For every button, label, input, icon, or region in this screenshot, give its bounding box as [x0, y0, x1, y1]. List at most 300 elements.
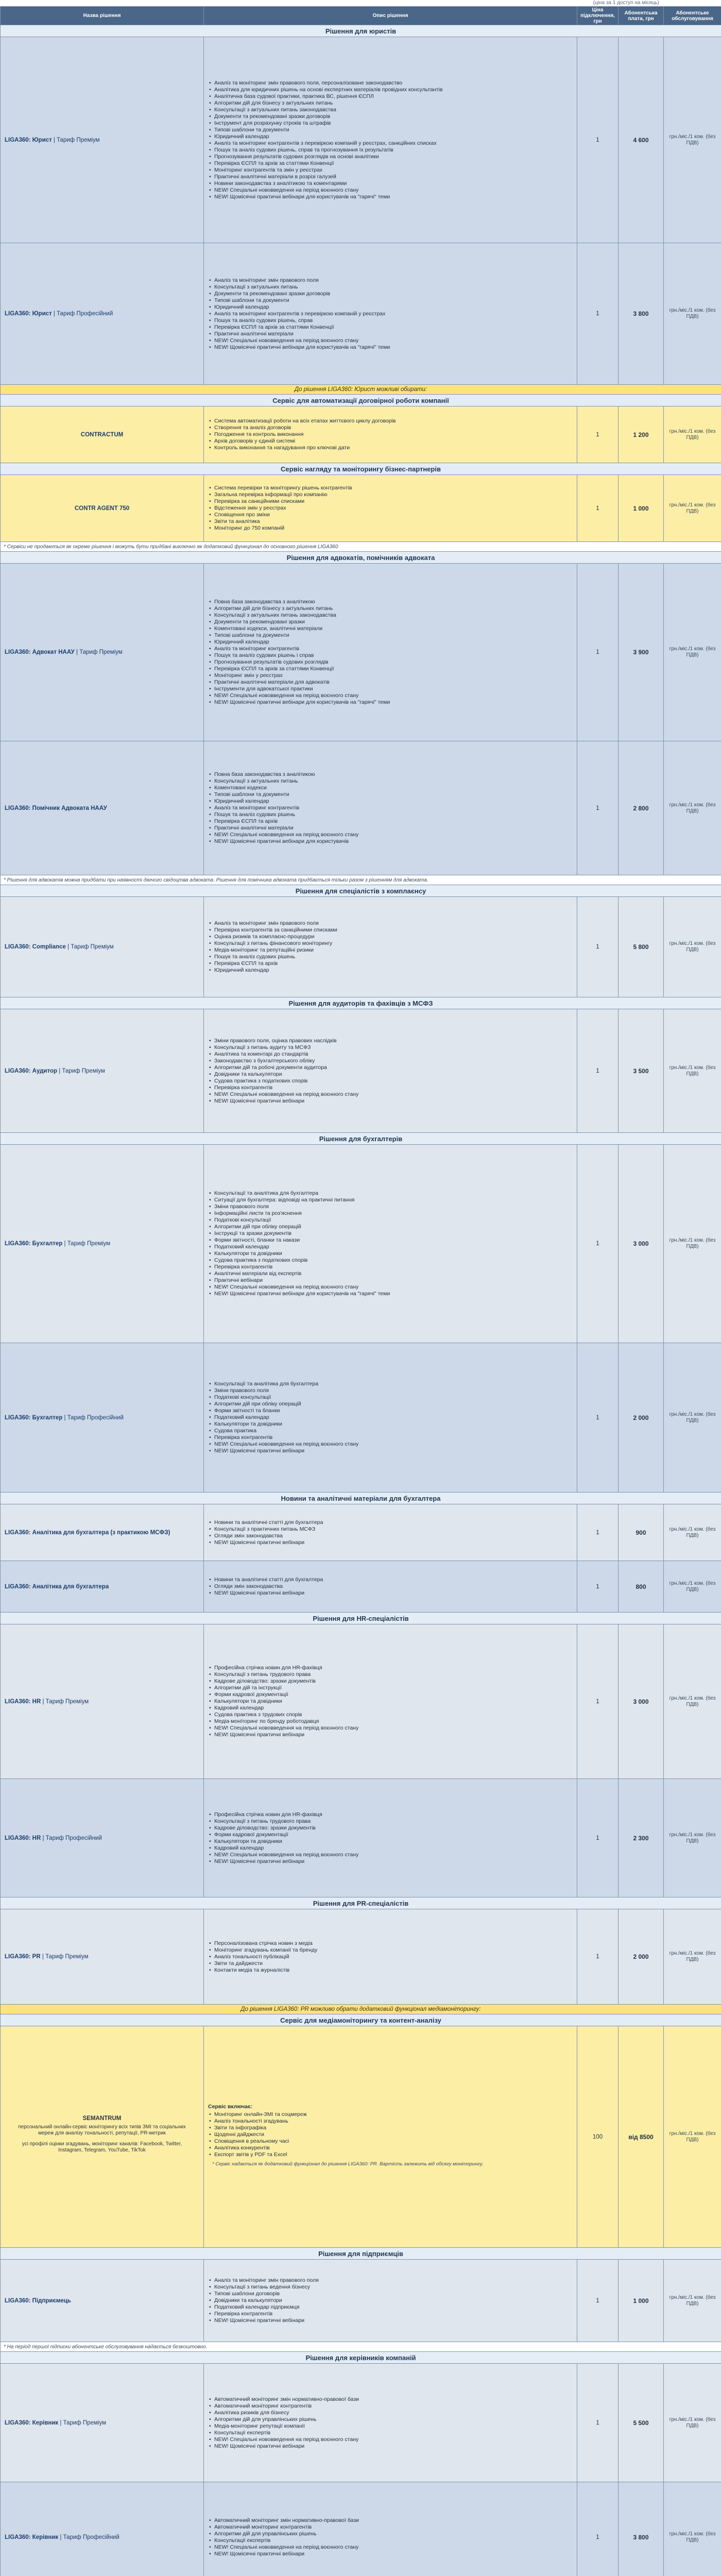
- solution-row-pr: [1, 1909, 721, 2005]
- feature-item: • Законодавство з бухгалтерського обліку: [214, 1058, 573, 1064]
- feature-item: • NEW! Спеціальні нововведення на період воєнного стану: [214, 2544, 573, 2551]
- features-list: [208, 2396, 573, 2450]
- price-table: [0, 6, 721, 2576]
- feature-item: • Новини та аналітичні статті для бухгалтера: [214, 1519, 573, 1526]
- feature-item: • Моніторинг згадувань компанії та бренду: [214, 1947, 573, 1954]
- connection-price: 1: [577, 897, 619, 997]
- feature-item: • Калькулятори та довідники: [214, 1421, 573, 1428]
- feature-item: • Консультації та аналітика для бухгалтера: [214, 1190, 573, 1197]
- feature-item: • NEW! Щомісячні практичні вебінари: [214, 2551, 573, 2557]
- solution-tariff: | Тариф Преміум: [74, 649, 123, 655]
- feature-item: • Огляди змін законодавства: [214, 1583, 573, 1590]
- price-unit: грн./міс./1 ком. (без ПДВ): [664, 1909, 721, 2005]
- feature-item: • Автоматичний моніторинг змін нормативно-правової бази: [214, 2517, 573, 2524]
- price-unit: грн./міс./1 ком. (без ПДВ): [664, 1624, 721, 1779]
- section-title-compliance: Рішення для спеціалістів з комплаєнсу: [1, 885, 721, 897]
- feature-item: • Перевірка ЄСПЛ та архів: [214, 960, 573, 967]
- section-title-pr: Рішення для PR-спеціалістів: [1, 1897, 721, 1909]
- feature-item: • Система автоматизації роботи на всіх етапах життєвого циклу договорів: [214, 418, 573, 425]
- subscription-price: 1 200: [619, 406, 664, 463]
- price-unit-note: (ціна за 1 доступ на місяць): [593, 0, 659, 6]
- solution-name: [1, 1343, 204, 1493]
- feature-item: • NEW! Спеціальні нововведення на період воєнного стану: [214, 1441, 573, 1448]
- features-list: [208, 2277, 573, 2324]
- solution-name-bold: LIGA360: Аналітика для бухгалтера (з практикою МСФЗ): [5, 1529, 170, 1536]
- feature-item: • NEW! Щомісячні практичні вебінари: [214, 2443, 573, 2450]
- feature-item: • Алгоритми дій при обліку операцій: [214, 1224, 573, 1230]
- feature-item: • Калькулятори та довідники: [214, 1838, 573, 1845]
- feature-item: • Аналіз тональності згадувань: [214, 2118, 573, 2125]
- features-list: [208, 1190, 573, 1297]
- solution-features: [204, 1504, 577, 1561]
- feature-item: • Аналітичні матеріали від експертів: [214, 1270, 573, 1277]
- feature-item: • Аналітика ризиків для бізнесу: [214, 2410, 573, 2416]
- semantrum-note: * Сервіс надається як додатковий функціонал до рішення LIGA360: PR. Вартість залежить від обсягу моніторингу.: [212, 2161, 484, 2167]
- solution-name-bold: LIGA360: Аудитор: [5, 1067, 57, 1074]
- subscription-price: 4 600: [619, 37, 664, 243]
- solution-row-enterprise: [1, 2260, 721, 2342]
- section-row: [1, 997, 721, 1009]
- solution-name: [1, 2364, 204, 2482]
- feature-item: • Типові шаблони та документи: [214, 791, 573, 798]
- feature-item: • Звіти та дайджести: [214, 1960, 573, 1967]
- section-row: [1, 395, 721, 406]
- feature-item: • Типові шаблони та документи: [214, 127, 573, 133]
- solution-features: [204, 1779, 577, 1897]
- feature-item: • Прогнозування результатів судових розглядів: [214, 659, 573, 666]
- price-unit: грн./міс./1 ком. (без ПДВ): [664, 1145, 721, 1343]
- feature-item: • Консультації з актуальних питань законодавства: [214, 612, 573, 619]
- feature-item: • Система перевірки та моніторингу рішень контрагентів: [214, 485, 573, 492]
- feature-item: • Автоматичний моніторинг контрагентів: [214, 2524, 573, 2531]
- feature-item: • Форми кадрової документації: [214, 1691, 573, 1698]
- price-unit: грн./міс./1 ком. (без ПДВ): [664, 1779, 721, 1897]
- solution-row-assistant: [1, 741, 721, 875]
- section-row: [1, 463, 721, 475]
- feature-item: • Сповіщення в реальному часі: [214, 2138, 573, 2145]
- solution-row-contra: [1, 475, 721, 542]
- feature-item: • Алгоритми дій для бізнесу з актуальних питань: [214, 100, 573, 107]
- subscription-price: 2 000: [619, 1343, 664, 1493]
- feature-item: • Моніторинг до 750 компаній: [214, 525, 573, 532]
- connection-price: 1: [577, 1561, 619, 1613]
- feature-item: • Щоденні дайджести: [214, 2131, 573, 2138]
- feature-item: • Алгоритми дій при обліку операцій: [214, 1401, 573, 1408]
- section-title-media: Сервіс для медіамоніторингу та контент-аналізу: [1, 2014, 721, 2026]
- solution-features: [204, 1561, 577, 1613]
- feature-item: • NEW! Спеціальні нововведення на період воєнного стану: [214, 1852, 573, 1858]
- footnote-contracts: * Сервіси не продаються як окреме рішення і можуть бути придбані виключно як додатковий функціонал до основного рішення LIGA360: [1, 542, 721, 552]
- feature-item: • Практичні аналітичні матеріали: [214, 825, 573, 832]
- solution-tariff: | Тариф Преміум: [58, 2419, 106, 2426]
- solution-row-compliance: [1, 897, 721, 997]
- connection-price: 1: [577, 1145, 619, 1343]
- feature-item: • Створення та аналіз договорів: [214, 425, 573, 431]
- feature-item: • Перевірка контрагентів: [214, 1434, 573, 1441]
- solution-name: [1, 897, 204, 997]
- connection-price: 1: [577, 406, 619, 463]
- solution-name: [1, 741, 204, 875]
- semantrum-desc-2: усі профілі оцінки згадувань, моніторинг каналів: Facebook, Twitter, Instagram, Telegram, YouTube, TikTok: [22, 2141, 182, 2154]
- feature-item: • Аналіз та моніторинг змін правового поля: [214, 920, 573, 927]
- section-row: [1, 25, 721, 37]
- feature-item: • Податковий календар: [214, 1244, 573, 1250]
- features-list: [208, 1519, 573, 1546]
- notice-row: [1, 385, 721, 395]
- features-list: [208, 920, 573, 974]
- feature-item: • Аналіз та моніторинг контрагентів: [214, 805, 573, 811]
- section-title-auditors: Рішення для аудиторів та фахівців з МСФЗ: [1, 997, 721, 1009]
- feature-item: • NEW! Щомісячні практичні вебінари для користувачів на "гарячі" теми: [214, 194, 573, 200]
- feature-item: • Кадровий календар: [214, 1705, 573, 1711]
- subscription-price: 1 000: [619, 475, 664, 542]
- solution-features: [204, 1909, 577, 2005]
- connection-price: 1: [577, 1909, 619, 2005]
- solution-row-advocate: [1, 564, 721, 741]
- section-title-enterprise: Рішення для підприємців: [1, 2248, 721, 2260]
- feature-item: • Аналітика та коментарі до стандартів: [214, 1051, 573, 1058]
- feature-item: • Консультації з питань трудового права: [214, 1818, 573, 1825]
- feature-item: • Алгоритми дій для управлінських рішень: [214, 2531, 573, 2537]
- section-title-contracts: Сервіс для автоматизації договірної роботи компанії: [1, 395, 721, 406]
- feature-item: • Пошук та аналіз судових рішень: [214, 811, 573, 818]
- notice-row: [1, 2005, 721, 2014]
- price-unit: грн./міс./1 ком. (без ПДВ): [664, 1009, 721, 1133]
- feature-item: • Судова практика з податкових спорів: [214, 1257, 573, 1264]
- table-header: [1, 7, 721, 25]
- feature-item: • Алгоритми дій для управлінських рішень: [214, 2416, 573, 2423]
- connection-price: 1: [577, 1009, 619, 1133]
- features-list: [208, 485, 573, 532]
- feature-item: • Інструменти для адвокатської практики: [214, 686, 573, 692]
- feature-item: • Юридичний календар: [214, 798, 573, 805]
- feature-item: • Типові шаблони та документи: [214, 632, 573, 639]
- solution-name-bold: LIGA360: HR: [5, 1698, 41, 1705]
- feature-item: • Документи та рекомендовані зразки договорів: [214, 291, 573, 297]
- connection-price: 1: [577, 37, 619, 243]
- solution-name: [1, 1909, 204, 2005]
- solution-features: [204, 1343, 577, 1493]
- feature-item: • Консультації з практичних питань МСФЗ: [214, 1526, 573, 1533]
- solution-features: [204, 2026, 577, 2248]
- solution-name: [1, 37, 204, 243]
- feature-item: • Алгоритми дій та робочі документи аудитора: [214, 1064, 573, 1071]
- feature-item: • NEW! Спеціальні нововведення на період воєнного стану: [214, 832, 573, 838]
- solution-name: [1, 2026, 204, 2248]
- features-list: [208, 418, 573, 451]
- footnote-row: [1, 2342, 721, 2352]
- feature-item: • Звіти та аналітика: [214, 518, 573, 525]
- solution-tariff: | Тариф Преміум: [40, 1954, 89, 1960]
- feature-item: • Податкові консультації: [214, 1394, 573, 1401]
- feature-item: • Перевірка ЄСПЛ та архів за статтями Конвенції: [214, 160, 573, 167]
- solution-name-bold: LIGA360: HR: [5, 1835, 41, 1841]
- feature-item: • Моніторинг контрагентів та змін у реєстрах: [214, 167, 573, 174]
- feature-item: • Консультації експертів: [214, 2430, 573, 2436]
- solution-tariff: | Тариф Преміум: [62, 1241, 111, 1247]
- connection-price: 1: [577, 1624, 619, 1779]
- feature-item: • Контроль виконання та нагадування про ключові дати: [214, 445, 573, 451]
- connection-price: 1: [577, 1779, 619, 1897]
- solution-name-bold: LIGA360: Бухгалтер: [5, 1414, 63, 1421]
- section-row: [1, 1897, 721, 1909]
- feature-item: • Інформаційні листи та роз'яснення: [214, 1210, 573, 1217]
- price-unit: грн./міс./1 ком. (без ПДВ): [664, 37, 721, 243]
- feature-item: • Документи та рекомендовані зразки: [214, 619, 573, 625]
- subscription-price: 800: [619, 1561, 664, 1613]
- solution-row-jurist_pro: [1, 243, 721, 385]
- solution-name: [1, 243, 204, 385]
- price-unit: грн./міс./1 ком. (без ПДВ): [664, 2482, 721, 2576]
- solution-row-hr_pro: [1, 1779, 721, 1897]
- feature-item: • NEW! Щомісячні практичні вебінари для користувачів: [214, 838, 573, 845]
- solution-name-bold: LIGA360: Compliance: [5, 944, 66, 950]
- feature-item: • Перевірка контрагентів: [214, 1084, 573, 1091]
- feature-item: • Коментовані кодекси, аналітичні матеріали: [214, 625, 573, 632]
- subscription-price: 1 000: [619, 2260, 664, 2342]
- header-service: Абонентське обслуговування: [664, 7, 721, 25]
- feature-item: • NEW! Спеціальні нововведення на період воєнного стану: [214, 2436, 573, 2443]
- feature-item: • Кадровий календар: [214, 1845, 573, 1852]
- section-row: [1, 552, 721, 564]
- section-row: [1, 2352, 721, 2364]
- feature-item: • Професійна стрічка новин для HR-фахівця: [214, 1811, 573, 1818]
- feature-item: • Типові шаблони договорів: [214, 2291, 573, 2297]
- feature-item: • Консультації з питань ведення бізнесу: [214, 2284, 573, 2291]
- solution-tariff: | Тариф Професійний: [41, 1835, 102, 1841]
- feature-item: • Практичні аналітичні матеріали в розрізі галузей: [214, 174, 573, 180]
- feature-item: • Довідники та калькулятори: [214, 1071, 573, 1078]
- feature-item: • Аналіз та моніторинг змін правового поля: [214, 2277, 573, 2284]
- solution-row-accountant_pro: [1, 1343, 721, 1493]
- solution-tariff: | Тариф Преміум: [41, 1698, 89, 1705]
- feature-item: • Консультації з питань аудиту та МСФЗ: [214, 1044, 573, 1051]
- section-title-attorneys: Рішення для адвокатів, помічників адвоката: [1, 552, 721, 564]
- section-title-monitoring: Сервіс нагляду та моніторингу бізнес-партнерів: [1, 463, 721, 475]
- feature-item: • Судова практика з податкових спорів: [214, 1078, 573, 1084]
- price-unit: грн./міс./1 ком. (без ПДВ): [664, 243, 721, 385]
- solution-tariff: | Тариф Професійний: [62, 1414, 124, 1421]
- table-body: [1, 25, 721, 2576]
- price-unit: грн./міс./1 ком. (без ПДВ): [664, 741, 721, 875]
- feature-item: • Алгоритми дій для бізнесу з актуальних питань: [214, 605, 573, 612]
- feature-item: • Прогнозування результатів судових розглядів на основі аналітики: [214, 154, 573, 160]
- feature-item: • NEW! Спеціальні нововведення на період воєнного стану: [214, 1284, 573, 1291]
- solution-features: [204, 475, 577, 542]
- feature-item: • NEW! Щомісячні практичні вебінари: [214, 1732, 573, 1738]
- features-title: Сервіс включає:: [208, 2103, 253, 2110]
- footnote-enterprise: * На період першої підписки абонентське обслуговування надається безкоштовно.: [1, 2342, 721, 2352]
- solution-name: [1, 2260, 204, 2342]
- feature-item: • Новини законодавства з аналітикою та коментарями: [214, 180, 573, 187]
- feature-item: • Пошук та аналіз судових рішень: [214, 954, 573, 960]
- feature-item: • Перевірка контрагентів: [214, 2311, 573, 2317]
- feature-item: • NEW! Щомісячні практичні вебінари: [214, 2317, 573, 2324]
- feature-item: • Автоматичний моніторинг контрагентів: [214, 2403, 573, 2410]
- feature-item: • Сповіщення про зміни: [214, 512, 573, 518]
- feature-item: • Консультації з актуальних питань: [214, 778, 573, 785]
- feature-item: • Податкові консультації: [214, 1217, 573, 1224]
- section-title-accountants: Рішення для бухгалтерів: [1, 1133, 721, 1145]
- feature-item: • Перевірка ЄСПЛ та архів за статтями Конвенції: [214, 324, 573, 331]
- solution-name: [1, 1561, 204, 1613]
- connection-price: 1: [577, 243, 619, 385]
- feature-item: • Аналіз та моніторинг контрагентів з перевіркою компаній у реєстрах, санкційних списках: [214, 140, 573, 147]
- connection-price: 1: [577, 1504, 619, 1561]
- feature-item: • Юридичний календар: [214, 639, 573, 646]
- feature-item: • Калькулятори та довідники: [214, 1698, 573, 1705]
- feature-item: • Медіа-моніторинг та репутаційні ризики: [214, 947, 573, 954]
- subscription-price: 900: [619, 1504, 664, 1561]
- feature-item: • Аналітична база судової практики, практика ВС, рішення ЄСПЛ: [214, 93, 573, 100]
- semantrum-desc-1: персональний онлайн-сервіс моніторингу всіх типів ЗМІ та соціальних мереж для аналізу тональності, репутації, PR-метрик: [18, 2124, 186, 2137]
- features-list: [208, 2517, 573, 2557]
- section-title-hr: Рішення для HR-спеціалістів: [1, 1613, 721, 1624]
- price-unit: грн./міс./1 ком. (без ПДВ): [664, 2364, 721, 2482]
- footnote-row: [1, 875, 721, 885]
- subscription-price: 3 000: [619, 1145, 664, 1343]
- feature-item: • Судова практика: [214, 1428, 573, 1434]
- solution-name: [1, 2482, 204, 2576]
- solution-row-auditor: [1, 1009, 721, 1133]
- feature-item: • Кадрове діловодство: зразки документів: [214, 1825, 573, 1832]
- feature-item: • NEW! Спеціальні нововведення на період воєнного стану: [214, 1091, 573, 1098]
- solution-name: [1, 475, 204, 542]
- feature-item: • Документи та рекомендовані зразки договорів: [214, 113, 573, 120]
- feature-item: • Звіти та інфографіка: [214, 2125, 573, 2131]
- feature-item: • Форми кадрової документації: [214, 1832, 573, 1838]
- solution-name: [1, 1624, 204, 1779]
- feature-item: • Консультації з актуальних питань законодавства: [214, 107, 573, 113]
- solution-tariff: | Тариф Преміум: [57, 1067, 105, 1074]
- solution-name: [1, 406, 204, 463]
- solution-name-bold: LIGA360: Адвокат НААУ: [5, 649, 75, 655]
- feature-item: • NEW! Щомісячні практичні вебінари: [214, 1448, 573, 1454]
- feature-item: • NEW! Щомісячні практичні вебінари для користувачів на "гарячі" теми: [214, 1291, 573, 1297]
- feature-item: • NEW! Щомісячні практичні вебінари: [214, 1539, 573, 1546]
- feature-item: • Моніторинг змін у реєстрах: [214, 672, 573, 679]
- feature-item: • Судова практика з трудових спорів: [214, 1711, 573, 1718]
- section-row: [1, 2014, 721, 2026]
- connection-price: 1: [577, 2482, 619, 2576]
- solution-tariff: | Тариф Преміум: [65, 944, 114, 950]
- feature-item: • Експорт звітів у PDF та Excel: [214, 2151, 573, 2158]
- feature-item: • Податковий календар підприємця: [214, 2304, 573, 2311]
- feature-item: • Калькулятори та довідники: [214, 1250, 573, 1257]
- solution-name: [1, 1779, 204, 1897]
- subscription-price: 2 800: [619, 741, 664, 875]
- feature-item: • Персоналізована стрічка новин з медіа: [214, 1940, 573, 1947]
- section-title-lawyers: Рішення для юристів: [1, 25, 721, 37]
- feature-item: • Практичні вебінари: [214, 1277, 573, 1284]
- feature-item: • Оцінка ризиків та комплаєнс-процедури: [214, 934, 573, 940]
- feature-item: • Аналітика для юридичних рішень на основі експертних матеріалів провідних консультантів: [214, 87, 573, 93]
- solution-features: [204, 741, 577, 875]
- feature-item: • Пошук та аналіз судових рішень, справ та прогнозування їх результатів: [214, 147, 573, 154]
- feature-item: • Пошук та аналіз судових рішень і справ: [214, 652, 573, 659]
- solution-name-bold: LIGA360: Помічник Адвоката НААУ: [5, 805, 107, 811]
- price-unit: грн./міс./1 ком. (без ПДВ): [664, 1504, 721, 1561]
- solution-name-text: CONTRACTUM: [80, 431, 124, 438]
- feature-item: • NEW! Спеціальні нововведення на період воєнного стану: [214, 337, 573, 344]
- features-list: [208, 1038, 573, 1105]
- feature-item: • Повна база законодавства з аналітикою: [214, 771, 573, 778]
- feature-item: • Довідники та калькулятори: [214, 2297, 573, 2304]
- section-row: [1, 1613, 721, 1624]
- feature-item: • Податковий календар: [214, 1414, 573, 1421]
- feature-item: • Алгоритми дій та інструкції: [214, 1685, 573, 1691]
- feature-item: • Практичні аналітичні матеріали для адвокатів: [214, 679, 573, 686]
- section-row: [1, 2248, 721, 2260]
- subscription-price: 5 500: [619, 2364, 664, 2482]
- solution-name-bold: LIGA360: Юрист: [5, 311, 52, 317]
- feature-item: • NEW! Спеціальні нововведення на період воєнного стану: [214, 692, 573, 699]
- price-unit: грн./міс./1 ком. (без ПДВ): [664, 1343, 721, 1493]
- feature-item: • Консультації експертів: [214, 2537, 573, 2544]
- features-list: [208, 1940, 573, 1974]
- feature-item: • NEW! Щомісячні практичні вебінари: [214, 1098, 573, 1105]
- solution-features: [204, 2260, 577, 2342]
- solution-row-jurist: [1, 37, 721, 243]
- feature-item: • NEW! Щомісячні практичні вебінари: [214, 1590, 573, 1597]
- feature-item: • Консультації з актуальних питань: [214, 284, 573, 291]
- price-unit: грн./міс./1 ком. (без ПДВ): [664, 1561, 721, 1613]
- solution-features: [204, 2482, 577, 2576]
- subscription-price: 3 900: [619, 564, 664, 741]
- feature-item: • Новини та аналітичні статті для бухгалтера: [214, 1577, 573, 1583]
- solution-features: [204, 564, 577, 741]
- price-unit: грн./міс./1 ком. (без ПДВ): [664, 2260, 721, 2342]
- solution-features: [204, 406, 577, 463]
- solution-row-analytics: [1, 1561, 721, 1613]
- feature-item: • NEW! Щомісячні практичні вебінари для користувачів на "гарячі" теми: [214, 344, 573, 351]
- solution-features: [204, 1624, 577, 1779]
- solution-features: [204, 1009, 577, 1133]
- feature-item: • Пошук та аналіз судових рішень, справ: [214, 317, 573, 324]
- subscription-price: 3 000: [619, 1624, 664, 1779]
- feature-item: • NEW! Щомісячні практичні вебінари для користувачів на "гарячі" теми: [214, 699, 573, 706]
- features-list: [208, 599, 573, 706]
- semantrum-description: [5, 2111, 199, 2162]
- connection-price: 1: [577, 2364, 619, 2482]
- solution-name: [1, 1504, 204, 1561]
- price-unit: грн./міс./1 ком. (без ПДВ): [664, 564, 721, 741]
- subscription-price: 3 800: [619, 2482, 664, 2576]
- subscription-price: 3 800: [619, 243, 664, 385]
- section-title-news: Новини та аналітичні матеріали для бухгалтера: [1, 1493, 721, 1504]
- connection-price: 1: [577, 475, 619, 542]
- solution-name-bold: LIGA360: Підприємець: [5, 2297, 71, 2304]
- connection-price: 1: [577, 2260, 619, 2342]
- features-list: [208, 1381, 573, 1454]
- feature-item: • Перевірка за санкційними списками: [214, 498, 573, 505]
- solution-row-manager_pro: [1, 2482, 721, 2576]
- notice-lawyers: До рішення LIGA360: Юрист можливі обирати:: [1, 385, 721, 395]
- feature-item: • Архів договорів у єдиній системі: [214, 438, 573, 445]
- feature-item: • Перевірка контрагентів: [214, 1264, 573, 1270]
- notice-pr: До рішення LIGA360: PR можливо обрати додатковий функціонал медіамоніторингу:: [1, 2005, 721, 2014]
- feature-item: • Форми звітності, бланки та накази: [214, 1237, 573, 1244]
- feature-item: • Юридичний календар: [214, 133, 573, 140]
- feature-item: • Аналіз тональності публікацій: [214, 1954, 573, 1960]
- feature-item: • Форми звітності та бланки: [214, 1408, 573, 1414]
- features-list: [208, 1577, 573, 1597]
- solution-name-bold: LIGA360: Бухгалтер: [5, 1241, 63, 1247]
- price-unit: грн./міс./1 ком. (без ПДВ): [664, 897, 721, 997]
- header-subscription: Абонентська плата, грн: [619, 7, 664, 25]
- feature-item: • Консультації з питань трудового права: [214, 1671, 573, 1678]
- semantrum-title: SEMANTRUM: [82, 2115, 122, 2122]
